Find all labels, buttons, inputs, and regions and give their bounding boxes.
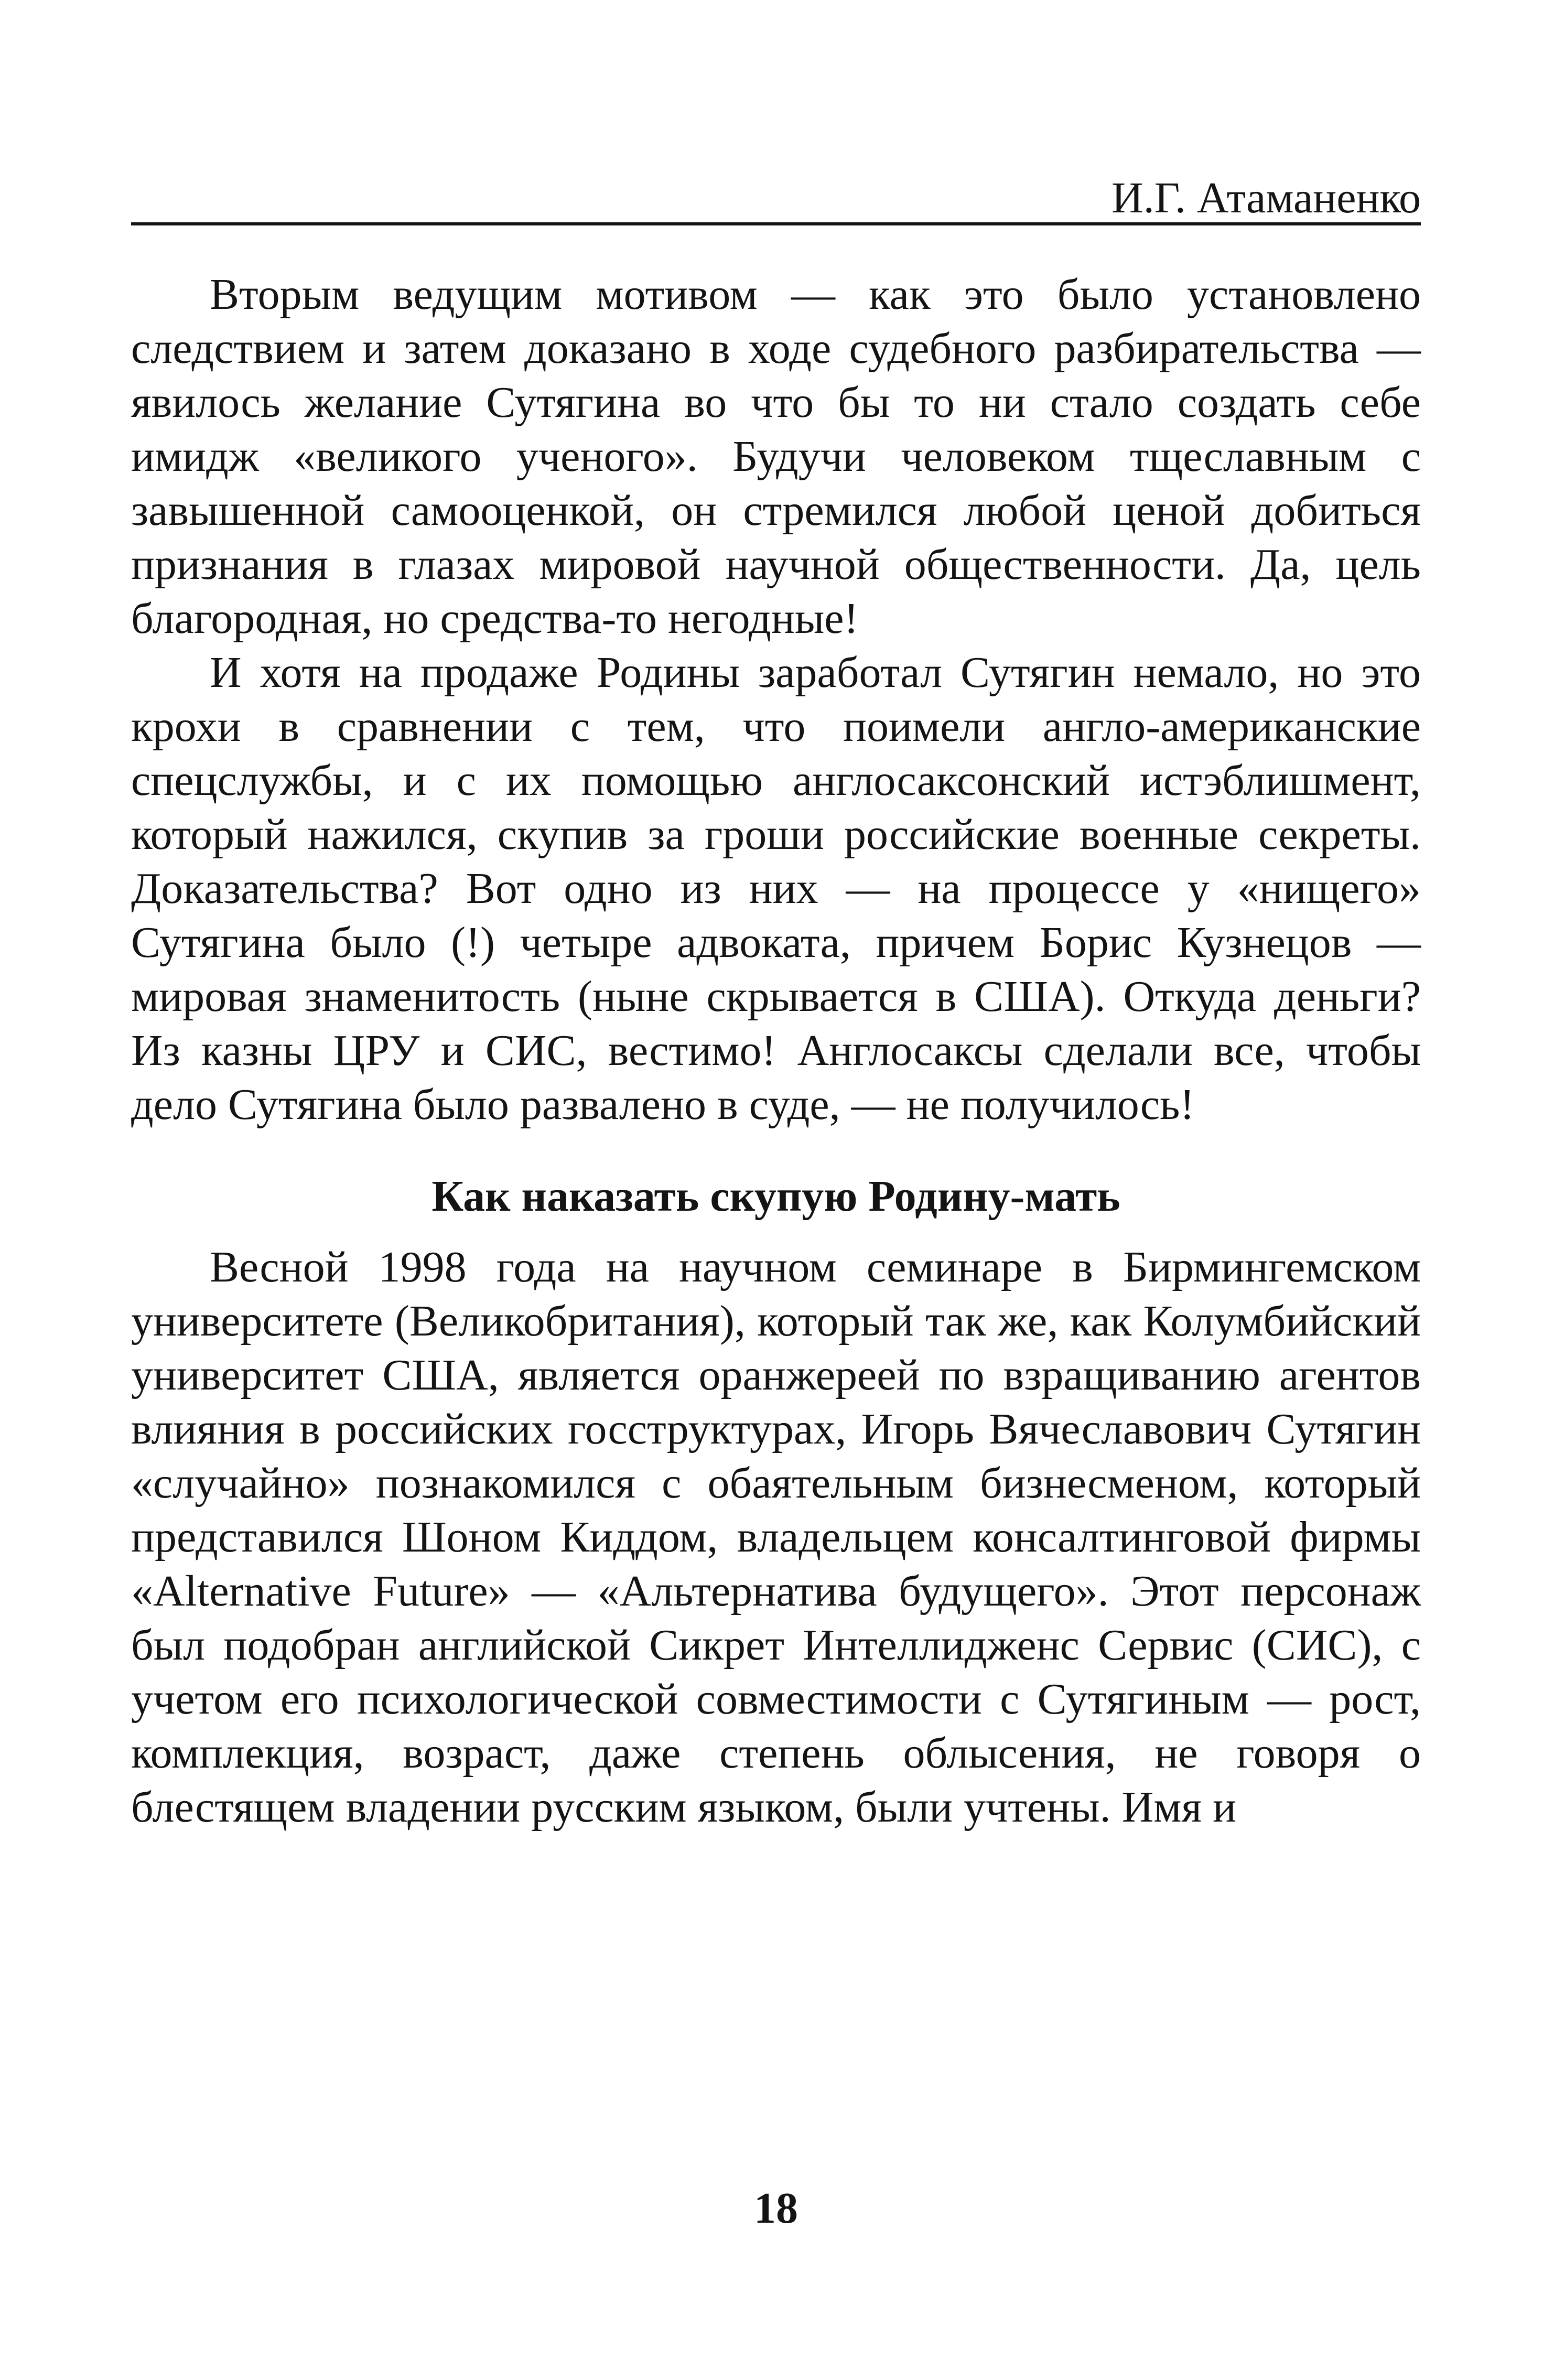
paragraph-1: Вторым ведущим мотивом — как это было установлено следствием и затем доказано в ходе судебного разбирательства — явилось желание Сутягина во что бы то ни стало создать себе имидж «великого ученого». Будучи человеком тщеславным с завышенной самооценкой, он стремился любой ценой добиться признания в глазах мировой научной общественности. Да, цель благородная, но средства-то негодные! [131, 270, 1421, 643]
author-name: И.Г. Атаманенко [1111, 174, 1421, 222]
book-page [131, 157, 1421, 2307]
running-header [131, 157, 1421, 225]
body-text [131, 267, 1421, 1834]
page-number: 18 [754, 2184, 798, 2233]
paragraph-2: И хотя на продаже Родины заработал Сутягин немало, но это крохи в сравнении с тем, что поимели англо-американские спецслужбы, и с их помощью англосаксонский истэблишмент, который нажился, скупив за гроши российские военные секреты. Доказательства? Вот одно из них — на процессе у «нищего» Сутягина было (!) четыре адвоката, причем Борис Кузнецов — мировая знаменитость (ныне скрывается в США). Откуда деньги? Из казны ЦРУ и СИС, вестимо! Англосаксы сделали все, чтобы дело Сутягина было развалено в суде, — не получилось! [131, 648, 1421, 1129]
section-title: Как наказать скупую Родину-мать [431, 1172, 1120, 1221]
paragraph-3: Весной 1998 года на научном семинаре в Бирмингемском университете (Великобритания), который так же, как Колумбийский университет США, является оранжереей по взращиванию агентов влияния в российских госструктурах, Игорь Вячеславович Сутягин «случайно» познакомился с обаятельным бизнесменом, который представился Шоном Киддом, владельцем консалтинговой фирмы «Alternative Future» — «Альтернатива будущего». Этот персонаж был подобран английской Сикрет Интеллидженс Сервис (СИС), с учетом его психологической совместимости с Сутягиным — рост, комплекция, возраст, даже степень облысения, не говоря о блестящем владении русским языком, были учтены. Имя и [131, 1243, 1421, 1832]
